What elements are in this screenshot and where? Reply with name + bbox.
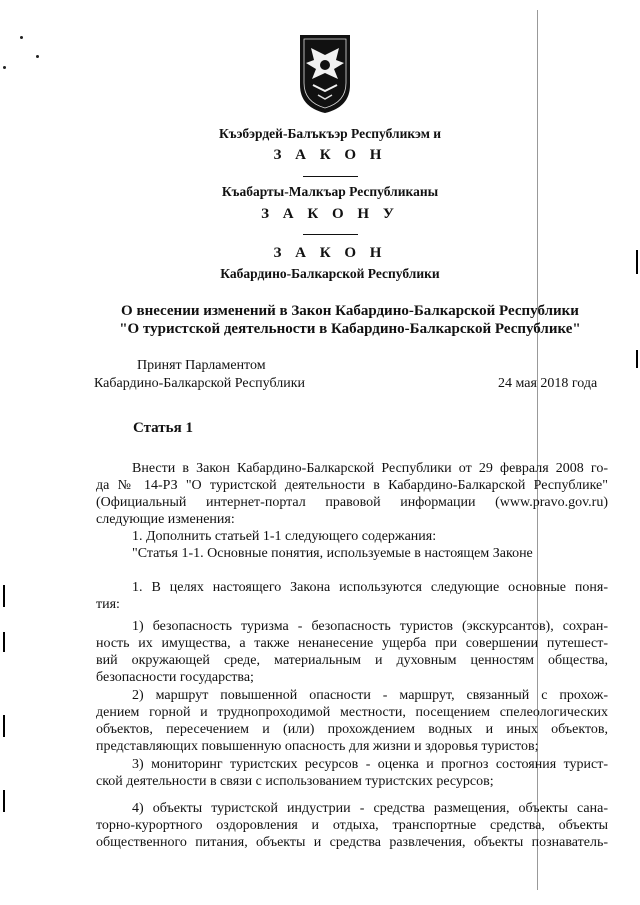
body-text-line: 1. Дополнить статьей 1-1 следующего содержания: [132, 529, 437, 544]
adoption-date: 24 мая 2018 года [498, 376, 598, 391]
scan-speck [20, 36, 23, 39]
body-text-line: 2) маршрут повышенной опасности - маршрут, связанный с прохож- [132, 688, 608, 703]
scan-edge-mark [636, 350, 638, 368]
header-law-kabardian: З А К О Н [273, 147, 387, 163]
adopted-by-label: Принят Парламентом [137, 358, 266, 373]
body-text-line: следующие изменения: [96, 512, 235, 527]
body-text-line: торно-курортного оздоровления и отдыха, транспортные средства, объекты [96, 818, 608, 833]
header-republic-kabardian: Къэбэрдей-Балъкъэр Республикэм и [218, 126, 442, 141]
adopted-by-parliament: Кабардино-Балкарской Республики [94, 376, 305, 391]
coat-of-arms-emblem [298, 33, 352, 115]
body-text-line: ской деятельности в связи с использованием туристских ресурсов; [96, 774, 494, 789]
body-text-line: объектов, пересечением и (или) прохождением водных и иных объектов, [96, 722, 608, 737]
body-text-line: 1. В целях настоящего Закона используются следующие основные поня- [132, 580, 608, 595]
divider [303, 176, 358, 177]
header-law-russian: З А К О Н [273, 245, 387, 261]
body-text-line: 4) объекты туристской индустрии - средства размещения, объекты сана- [132, 801, 608, 816]
body-text-line: дением горной и труднопроходимой местности, посещением спелеологических [96, 705, 608, 720]
body-text-line: общественного питания, объекты и средства развлечения, объекты познаватель- [96, 835, 608, 850]
body-text-line: вий окружающей среде, материальным и духовным ценностям общества, [96, 653, 608, 668]
body-text-line: представляющих повышенную опасность для жизни и здоровья туристов; [96, 739, 539, 754]
body-text-line: безопасности государства; [96, 670, 254, 685]
body-text-line: 3) мониторинг туристских ресурсов - оценка и прогноз состояния турист- [132, 757, 608, 772]
article-heading: Статья 1 [133, 420, 193, 436]
scan-speck [3, 66, 6, 69]
body-text-line: ность их имущества, а также ненанесение ущерба при совершении путешест- [96, 636, 608, 651]
scan-edge-mark [3, 715, 5, 737]
header-law-balkar: З А К О Н У [261, 206, 399, 222]
body-text-line: да № 14-РЗ "О туристской деятельности в Кабардино-Балкарской Республике" [96, 478, 608, 493]
scan-edge-mark [3, 632, 5, 652]
body-text-line: "Статья 1-1. Основные понятия, используемые в настоящем Законе [132, 546, 533, 561]
document-title-line-1: О внесении изменений в Закон Кабардино-Балкарской Республики [121, 303, 579, 319]
header-republic-russian: Кабардино-Балкарской Республики [220, 266, 440, 281]
document-title-line-2: "О туристской деятельности в Кабардино-Балкарской Республике" [119, 321, 581, 337]
body-text-line: (Официальный интернет-портал правовой информации (www.pravo.gov.ru) [96, 495, 608, 510]
header-republic-balkar: Къабарты-Малкъар Республиканы [221, 184, 439, 199]
body-text-line: 1) безопасность туризма - безопасность туристов (экскурсантов), сохран- [132, 619, 608, 634]
scan-edge-mark [3, 585, 5, 607]
body-text-line: тия: [96, 597, 120, 612]
scan-speck [36, 55, 39, 58]
divider [303, 234, 358, 235]
scan-edge-mark [3, 790, 5, 812]
body-text-line: Внести в Закон Кабардино-Балкарской Республики от 29 февраля 2008 го- [132, 461, 608, 476]
